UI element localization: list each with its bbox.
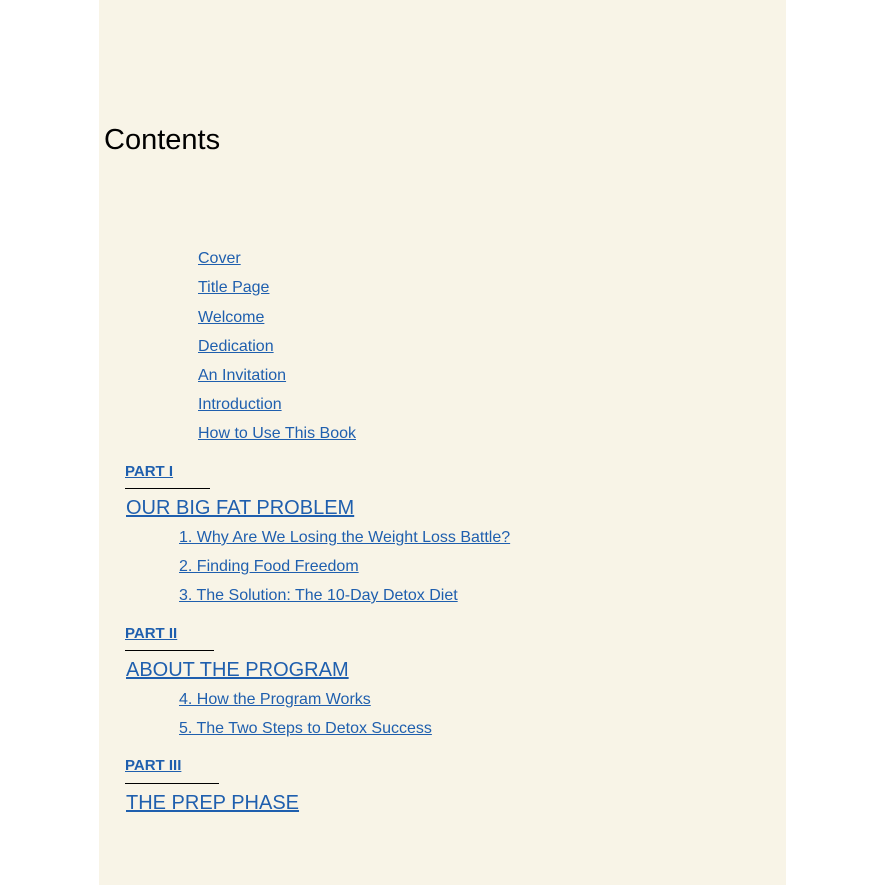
part-2-divider [125,650,214,651]
toc-link-title-page[interactable]: Title Page [198,279,270,296]
toc-link-invitation[interactable]: An Invitation [198,367,287,384]
book-page [99,0,786,885]
toc-link-chapter-1[interactable]: 1. Why Are We Losing the Weight Loss Battle? [179,529,511,546]
toc-link-chapter-3[interactable]: 3. The Solution: The 10-Day Detox Diet [179,587,458,604]
toc-link-chapter-4[interactable]: 4. How the Program Works [179,691,371,708]
toc-link-part-2-label[interactable]: PART II [125,625,178,642]
toc-link-introduction[interactable]: Introduction [198,396,282,413]
toc-link-part-3-title[interactable]: THE PREP PHASE [126,792,300,814]
toc-link-part-2-title[interactable]: ABOUT THE PROGRAM [126,659,349,681]
part-3-divider [125,783,219,784]
toc-link-how-to-use[interactable]: How to Use This Book [198,425,356,442]
part-1-divider [125,488,210,489]
toc-link-chapter-5[interactable]: 5. The Two Steps to Detox Success [179,720,432,737]
toc-link-cover[interactable]: Cover [198,250,241,267]
page-title: Contents [104,124,221,156]
toc-link-welcome[interactable]: Welcome [198,309,265,326]
toc-link-part-1-label[interactable]: PART I [125,463,174,480]
toc-link-part-1-title[interactable]: OUR BIG FAT PROBLEM [126,497,355,519]
toc-link-chapter-2[interactable]: 2. Finding Food Freedom [179,558,359,575]
toc-link-dedication[interactable]: Dedication [198,338,274,355]
toc-link-part-3-label[interactable]: PART III [125,757,182,774]
